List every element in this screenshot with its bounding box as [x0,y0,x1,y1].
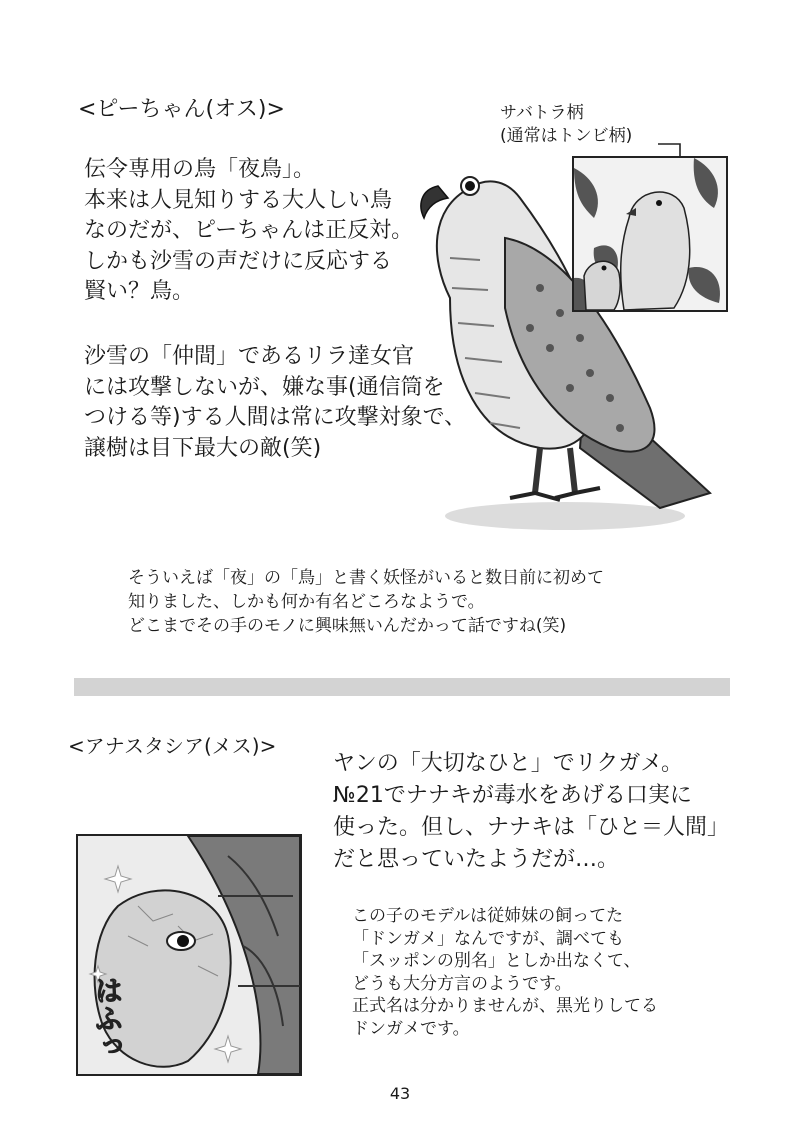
author-note-line: ドンガメです。 [352,1018,470,1039]
author-note [128,566,604,638]
author-note-line: どこまでその手のモノに興味無いんだかって話ですね(笑) [128,616,567,636]
turtle-description-line: だと思っていたようだが…。 [333,847,620,872]
bird-description-line: なのだが、ピーちゃんは正反対。 [84,218,414,243]
sound-effect-text: はふっ [91,976,124,1060]
inset-panel [572,156,728,312]
author-note-line: 「スッポンの別名」としか出なくて、 [352,951,641,971]
bird-description-line: 伝令専用の鳥「夜鳥」。 [84,157,316,182]
turtle-section-heading: <アナスタシア(メス)> [68,734,277,758]
author-note-line: どうも大分方言のようです。 [352,973,572,994]
bird-description [84,155,413,308]
bird-description-line: 賢い？鳥。 [84,279,195,304]
bird-behavior-line: 譲樹は目下最大の敵(笑) [84,435,322,461]
bird-behavior-line: つける等)する人間は常に攻撃対象で、 [84,405,467,430]
author-note-line: この子のモデルは従姉妹の飼ってた [352,906,624,926]
bird-description-line: しかも沙雪の声だけに反応する [84,248,393,274]
author-note-line: 正式名は分かりませんが、黒光りしてる [352,996,658,1016]
turtle-description-line: 使った。但し、ナナキは「ひと＝人間」 [333,815,730,840]
bird-behavior-line: 沙雪の「仲間」であるリラ達女官 [84,344,415,369]
turtle-description-line: №21でナナキが毒水をあげる口実に [333,783,692,808]
section-divider [74,678,730,696]
bird-behavior-description [84,342,466,464]
author-note [352,905,658,1040]
page-number: 43 [389,1084,411,1103]
turtle-panel [76,834,302,1076]
pattern-label-line: サバトラ柄 [500,103,584,123]
turtle-description [333,748,729,876]
author-note-line: 知りました、しかも何か有名どころなようで。 [128,592,485,612]
bird-behavior-line: には攻撃しないが、嫌な事(通信筒を [84,374,445,400]
bird-description-line: 本来は人見知りする大人しい鳥 [84,187,393,213]
author-note-line: 「ドンガメ」なんですが、調べても [352,928,624,949]
author-note-line: そういえば「夜」の「鳥」と書く妖怪がいると数日前に初めて [128,568,604,588]
inset-illustration [574,158,726,310]
bird-section-heading: <ピーちゃん(オス)> [78,97,285,122]
turtle-description-line: ヤンの「大切なひと」でリクガメ。 [333,751,684,776]
pattern-label-line: (通常はトンビ柄) [500,126,633,146]
pattern-label [500,102,632,148]
